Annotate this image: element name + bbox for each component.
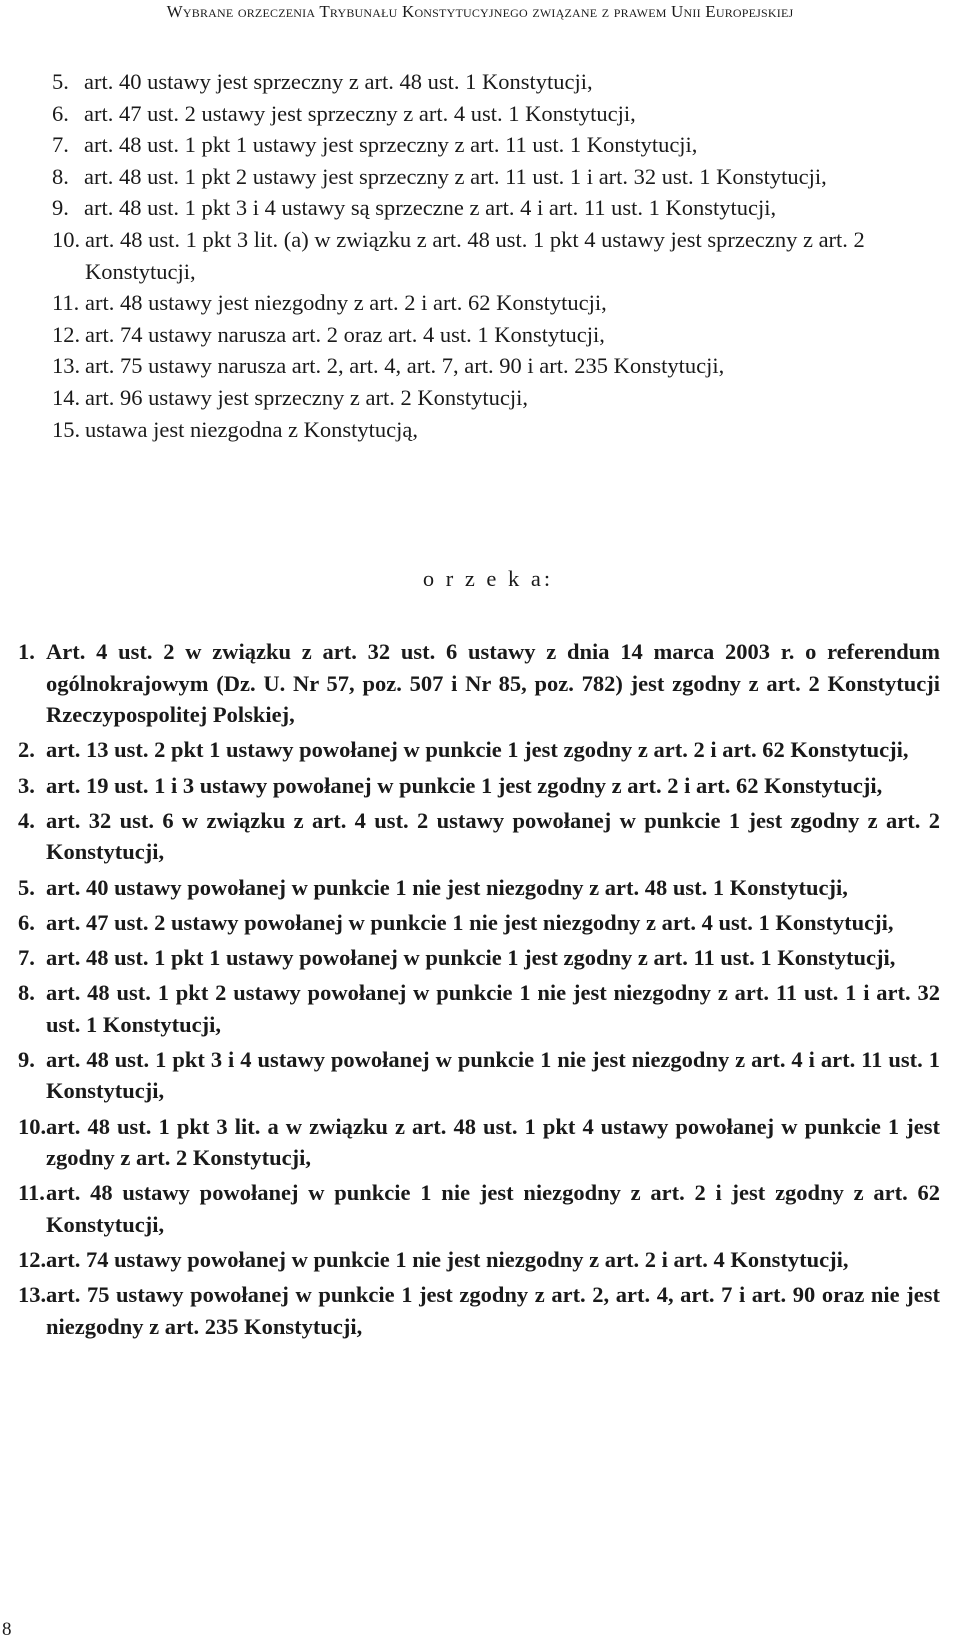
- claim-text: art. 48 ust. 1 pkt 3 i 4 ustawy są sprzeczne z art. 4 i art. 11 ust. 1 Konstytucji,: [84, 195, 777, 221]
- claim-item: [52, 319, 932, 351]
- claim-item: [52, 350, 932, 382]
- claim-item: [52, 224, 932, 287]
- claim-item: [52, 161, 932, 193]
- ruling-number: 7.: [18, 944, 35, 970]
- claim-number: 11.: [52, 290, 80, 316]
- ruling-text: art. 48 ust. 1 pkt 3 i 4 ustawy powołanej w punkcie 1 nie jest niezgodny z art. 4 i art. 11 ust. 1 Konstytucji,: [46, 1046, 940, 1104]
- ruling-number: 9.: [18, 1046, 35, 1072]
- ruling-item: [18, 942, 940, 974]
- claim-number: 14.: [52, 384, 81, 410]
- ruling-item: [18, 805, 940, 868]
- ruling-item: [18, 770, 940, 802]
- claim-text: ustawa jest niezgodna z Konstytucją,: [85, 416, 419, 442]
- claim-text: art. 48 ust. 1 pkt 3 lit. (a) w związku z art. 48 ust. 1 pkt 4 ustawy jest sprzeczny z art. 2 Konstytucji,: [85, 226, 865, 284]
- claim-text: art. 47 ust. 2 ustawy jest sprzeczny z art. 4 ust. 1 Konstytucji,: [84, 100, 636, 126]
- claim-number: 5.: [52, 69, 69, 94]
- ruling-item: [18, 734, 940, 766]
- ruling-item: [18, 1111, 940, 1174]
- ruling-item: [18, 1244, 940, 1276]
- verdict-heading: o r z e k a:: [422, 566, 554, 591]
- ruling-number: 4.: [18, 807, 35, 833]
- ruling-text: art. 47 ust. 2 ustawy powołanej w punkcie 1 nie jest niezgodny z art. 4 ust. 1 Konstytucji,: [46, 909, 894, 935]
- ruling-text: art. 19 ust. 1 i 3 ustawy powołanej w punkcie 1 jest zgodny z art. 2 i art. 62 Konstytucji,: [46, 772, 883, 798]
- ruling-item: [18, 977, 940, 1040]
- claim-item: [52, 98, 932, 130]
- ruling-number: 10.: [18, 1113, 47, 1139]
- claim-number: 8.: [52, 163, 69, 189]
- claim-text: art. 48 ust. 1 pkt 2 ustawy jest sprzeczny z art. 11 ust. 1 i art. 32 ust. 1 Konstytucji,: [84, 163, 827, 189]
- claim-number: 7.: [52, 132, 69, 158]
- ruling-text: Art. 4 ust. 2 w związku z art. 32 ust. 6 ustawy z dnia 14 marca 2003 r. o referendum ogólnokrajowym (Dz. U. Nr 57, poz. 507 i Nr 85, poz. 782) jest zgodny z art. 2 Konstytucji Rzeczypospolitej Polskiej,: [46, 639, 940, 728]
- ruling-item: [18, 872, 940, 904]
- ruling-number: 5.: [18, 874, 35, 900]
- ruling-number: 3.: [18, 772, 35, 798]
- claims-list: [52, 66, 932, 445]
- claim-number: 6.: [52, 100, 69, 126]
- ruling-number: 6.: [18, 909, 35, 935]
- claim-item: [52, 192, 932, 224]
- ruling-text: art. 48 ust. 1 pkt 1 ustawy powołanej w punkcie 1 jest zgodny z art. 11 ust. 1 Konstytucji,: [46, 944, 896, 970]
- ruling-item: [18, 907, 940, 939]
- ruling-item: [18, 1044, 940, 1107]
- ruling-text: art. 13 ust. 2 pkt 1 ustawy powołanej w punkcie 1 jest zgodny z art. 2 i art. 62 Konstytucji,: [46, 737, 909, 763]
- claim-item: [52, 287, 932, 319]
- claim-number: 15.: [52, 416, 81, 442]
- ruling-item: [18, 1177, 940, 1240]
- running-header: Wybrane orzeczenia Trybunału Konstytucyjnego związane z prawem Unii Europejskiej: [166, 2, 794, 21]
- claim-text: art. 48 ust. 1 pkt 1 ustawy jest sprzeczny z art. 11 ust. 1 Konstytucji,: [84, 132, 698, 158]
- ruling-text: art. 48 ust. 1 pkt 3 lit. a w związku z art. 48 ust. 1 pkt 4 ustawy powołanej w punkcie 1 jest zgodny z art. 2 Konstytucji,: [46, 1113, 940, 1171]
- claim-item: [52, 382, 932, 414]
- claim-item: [52, 414, 932, 446]
- ruling-text: art. 32 ust. 6 w związku z art. 4 ust. 2 ustawy powołanej w punkcie 1 jest zgodny z art. 2 Konstytucji,: [46, 807, 940, 865]
- ruling-number: 8.: [18, 980, 35, 1006]
- ruling-text: art. 48 ustawy powołanej w punkcie 1 nie jest niezgodny z art. 2 i jest zgodny z art. 62 Konstytucji,: [46, 1180, 940, 1238]
- claim-number: 9.: [52, 195, 69, 221]
- claim-text: art. 48 ustawy jest niezgodny z art. 2 i art. 62 Konstytucji,: [85, 290, 607, 316]
- claim-text: art. 40 ustawy jest sprzeczny z art. 48 ust. 1 Konstytucji,: [84, 69, 593, 94]
- ruling-item: [18, 1279, 940, 1342]
- page-number: 8: [2, 1619, 12, 1640]
- ruling-number: 2.: [18, 737, 35, 763]
- ruling-text: art. 75 ustawy powołanej w punkcie 1 jest zgodny z art. 2, art. 4, art. 7 i art. 90 oraz nie jest niezgodny z art. 235 Konstytucji,: [46, 1282, 940, 1339]
- ruling-number: 12.: [18, 1247, 47, 1273]
- ruling-number: 1.: [18, 639, 35, 664]
- claim-item: [52, 66, 932, 98]
- claim-number: 12.: [52, 321, 81, 347]
- claim-number: 13.: [52, 353, 81, 379]
- ruling-item: [18, 636, 940, 731]
- ruling-number: 11.: [18, 1180, 45, 1206]
- ruling-list: [18, 636, 940, 1346]
- claim-text: art. 75 ustawy narusza art. 2, art. 4, art. 7, art. 90 i art. 235 Konstytucji,: [85, 353, 725, 379]
- claim-item: [52, 129, 932, 161]
- ruling-number: 13.: [18, 1282, 47, 1308]
- claim-number: 10.: [52, 226, 81, 252]
- ruling-text: art. 40 ustawy powołanej w punkcie 1 nie jest niezgodny z art. 48 ust. 1 Konstytucji,: [46, 874, 848, 900]
- ruling-text: art. 48 ust. 1 pkt 2 ustawy powołanej w punkcie 1 nie jest niezgodny z art. 11 ust. 1 i art. 32 ust. 1 Konstytucji,: [46, 980, 940, 1037]
- claim-text: art. 74 ustawy narusza art. 2 oraz art. 4 ust. 1 Konstytucji,: [85, 321, 605, 347]
- claim-text: art. 96 ustawy jest sprzeczny z art. 2 Konstytucji,: [85, 384, 529, 410]
- ruling-text: art. 74 ustawy powołanej w punkcie 1 nie jest niezgodny z art. 2 i art. 4 Konstytucji,: [46, 1247, 849, 1273]
